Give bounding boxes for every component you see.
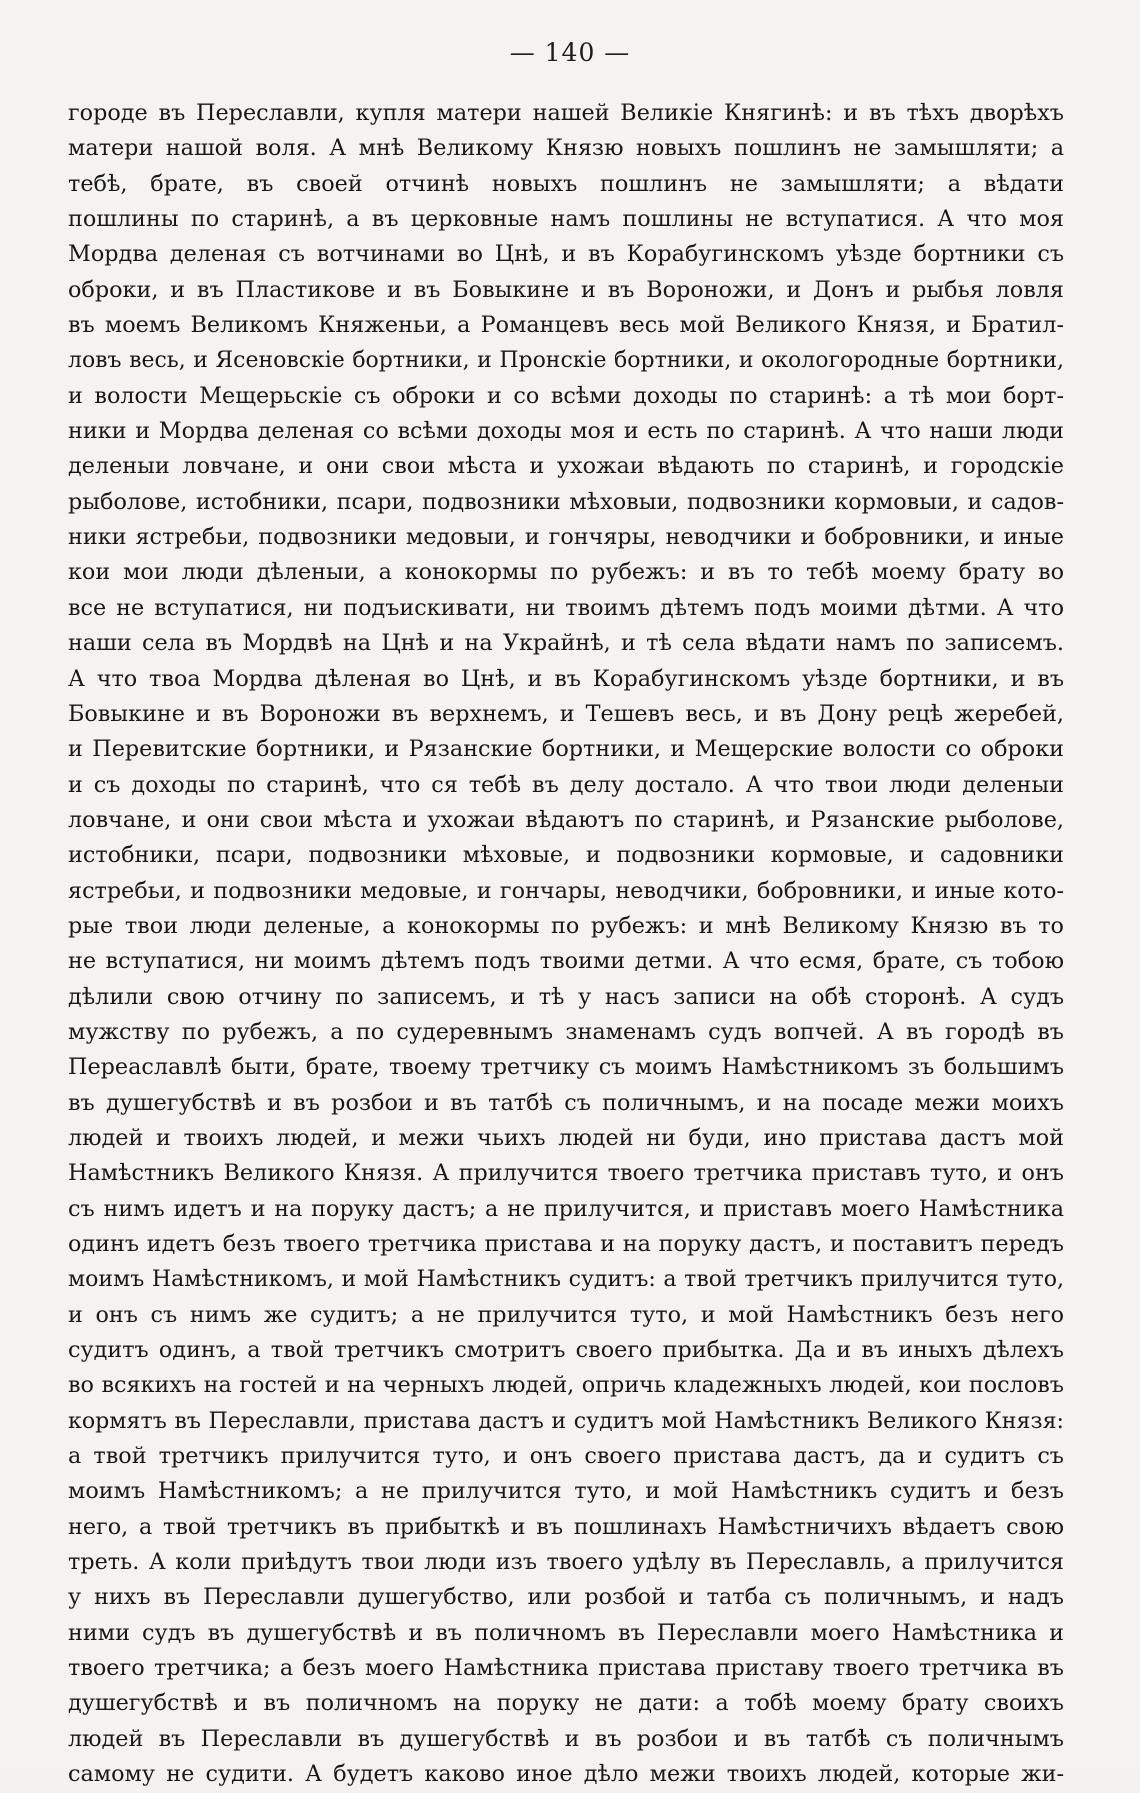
text-line: ники ястребьи, подвозники медовыи, и гончяры, неводчики и бобровники, и иные xyxy=(68,524,1064,551)
text-line: деленыи ловчане, и они свои мѣста и ухожаи вѣдають по старинѣ, и городскіе xyxy=(68,453,1064,480)
text-line: у нихъ въ Переславли душегубство, или розбой и татба съ поличнымъ, и надъ xyxy=(68,1584,1064,1611)
text-line: ловчане, и они свои мѣста и ухожаи вѣдаютъ по старинѣ, и Рязанские рыболове, xyxy=(68,806,1064,833)
text-line: дѣлили свою отчину по записемъ, и тѣ у насъ записи на обѣ сторонѣ. А судъ xyxy=(68,983,1064,1010)
text-line: въ душегубствѣ и въ розбои и въ татбѣ съ поличнымъ, и на посаде межи моихъ xyxy=(68,1089,1064,1116)
text-line: оброки, и въ Пластикове и въ Бовыкине и въ Вороножи, и Донъ и рыбья ловля xyxy=(68,276,1064,303)
text-line: истобники, псари, подвозники мѣховые, и подвозники кормовые, и садовники xyxy=(68,842,1064,869)
text-line: твоего третчика; а безъ моего Намѣстника пристава приставу твоего третчика въ xyxy=(68,1655,1064,1682)
text-line: Бовыкине и въ Вороножи въ верхнемъ, и Тешевъ весь, и въ Дону рецѣ жеребей, xyxy=(68,700,1064,727)
text-line: и Перевитские бортники, и Рязанские бортники, и Мещерские волости со оброки xyxy=(68,736,1064,763)
text-line: судитъ одинъ, а твой третчикъ смотритъ своего прибытка. Да и въ иныхъ дѣлехъ xyxy=(68,1337,1064,1364)
text-line: наши села въ Мордвѣ на Цнѣ и на Украйнѣ, и тѣ села вѣдати намъ по записемъ. xyxy=(68,630,1064,657)
text-line: ястребьи, и подвозники медовые, и гончары, неводчики, бобровники, и иные кото- xyxy=(68,877,1064,904)
text-line: А что твоа Мордва дѣленая во Цнѣ, и въ Корабугинскомъ уѣзде бортники, и въ xyxy=(68,665,1064,692)
text-line: душегубствѣ и въ поличномъ на поруку не дати: а тобѣ моему брату своихъ xyxy=(68,1690,1064,1717)
text-line: одинъ идетъ безъ твоего третчика пристава и на поруку дастъ, и поставитъ передъ xyxy=(68,1231,1064,1257)
text-line: людей въ Переславли въ душегубствѣ и въ розбои и въ татбѣ съ поличнымъ xyxy=(68,1725,1064,1752)
text-line: мужству по рубежъ, а по судеревнымъ знаменамъ судъ вопчей. А въ городѣ въ xyxy=(68,1018,1064,1045)
text-line: городе въ Переславли, купля матери нашей Великіе Княгинѣ: и въ тѣхъ дворѣхъ xyxy=(68,100,1064,126)
text-line: пошлины по старинѣ, а въ церковные намъ пошлины не вступатися. А что моя xyxy=(68,206,1064,233)
text-line: кормятъ въ Переславли, пристава дастъ и судитъ мой Намѣстникъ Великого Князя: xyxy=(68,1407,1064,1434)
text-line: ними судъ въ душегубствѣ и въ поличномъ въ Переславли моего Намѣстника и xyxy=(68,1619,1064,1646)
text-line: кои мои люди дѣленыи, а конокормы по рубежъ: и въ то тебѣ моему брату во xyxy=(68,559,1064,586)
text-line: и съ доходы по старинѣ, что ся тебѣ въ делу достало. А что твои люди деленыи xyxy=(68,771,1064,798)
text-line: самому не судити. А будетъ каково иное дѣло межи твоихъ людей, которые жи- xyxy=(68,1761,1064,1788)
text-line: съ нимъ идетъ и на поруку дастъ; а не прилучится, и приставъ моего Намѣстника xyxy=(68,1195,1064,1222)
text-line: Намѣстникъ Великого Князя. А прилучится твоего третчика приставъ туто, и онъ xyxy=(68,1160,1064,1187)
text-line: во всякихъ на гостей и на черныхъ людей, опричь кладежныхъ людей, кои пословъ xyxy=(68,1372,1064,1399)
text-line: треть. А коли приѣдутъ твои люди изъ твоего удѣлу въ Переславль, а прилучится xyxy=(68,1549,1064,1576)
text-line: моимъ Намѣстникомъ, и мой Намѣстникъ судитъ: а твой третчикъ прилучится туто, xyxy=(68,1267,1064,1293)
text-line: рые твои люди деленые, а конокормы по рубежъ: и мнѣ Великому Князю въ то xyxy=(68,912,1064,939)
text-line: людей и твоихъ людей, и межи чьихъ людей ни буди, ино пристава дастъ мой xyxy=(68,1124,1064,1151)
page-number: — 140 — xyxy=(509,38,631,67)
text-line: рыболове, истобники, псари, подвозники мѣховыи, подвозники кормовыи, и садов- xyxy=(68,488,1064,515)
text-line: моимъ Намѣстникомъ; а не прилучится туто, и мой Намѣстникъ судитъ и безъ xyxy=(68,1478,1064,1505)
text-line: Переаславлѣ быти, брате, твоему третчику съ моимъ Намѣстникомъ зъ большимъ xyxy=(68,1054,1064,1081)
text-line: Мордва деленая съ вотчинами во Цнѣ, и въ Корабугинскомъ уѣзде бортники съ xyxy=(68,241,1064,268)
text-line: ники и Мордва деленая со всѣми доходы моя и есть по старинѣ. А что наши люди xyxy=(68,418,1064,445)
text-line: и волости Мещерьскіе съ оброки и со всѣми доходы по старинѣ: а тѣ мои борт- xyxy=(68,382,1064,409)
text-line: него, а твой третчикъ въ прибыткѣ и въ пошлинахъ Намѣстничихъ вѣдаетъ свою xyxy=(68,1513,1064,1540)
text-line: и онъ съ нимъ же судитъ; а не прилучится туто, и мой Намѣстникъ безъ него xyxy=(68,1301,1064,1328)
text-line: тебѣ, брате, въ своей отчинѣ новыхъ пошлинъ не замышляти; а вѣдати xyxy=(68,170,1064,197)
text-line: а твой третчикъ прилучится туто, и онъ своего пристава дастъ, да и судитъ съ xyxy=(68,1443,1064,1470)
text-line: все не вступатися, ни подъискивати, ни твоимъ дѣтемъ подъ моими дѣтми. А что xyxy=(68,594,1064,621)
text-line: матери нашой воля. А мнѣ Великому Князю новыхъ пошлинъ не замышляти; а xyxy=(68,135,1064,162)
text-line: ловъ весь, и Ясеновскіе бортники, и Пронскіе бортники, и окологородные бортники, xyxy=(68,348,1064,374)
text-line: не вступатися, ни моимъ дѣтемъ подъ твоими детми. А что есмя, брате, съ тобою xyxy=(68,948,1064,975)
text-line: въ моемъ Великомъ Княженьи, а Романцевъ весь мой Великого Князя, и Братил- xyxy=(68,312,1064,339)
body-text xyxy=(68,96,1064,1793)
